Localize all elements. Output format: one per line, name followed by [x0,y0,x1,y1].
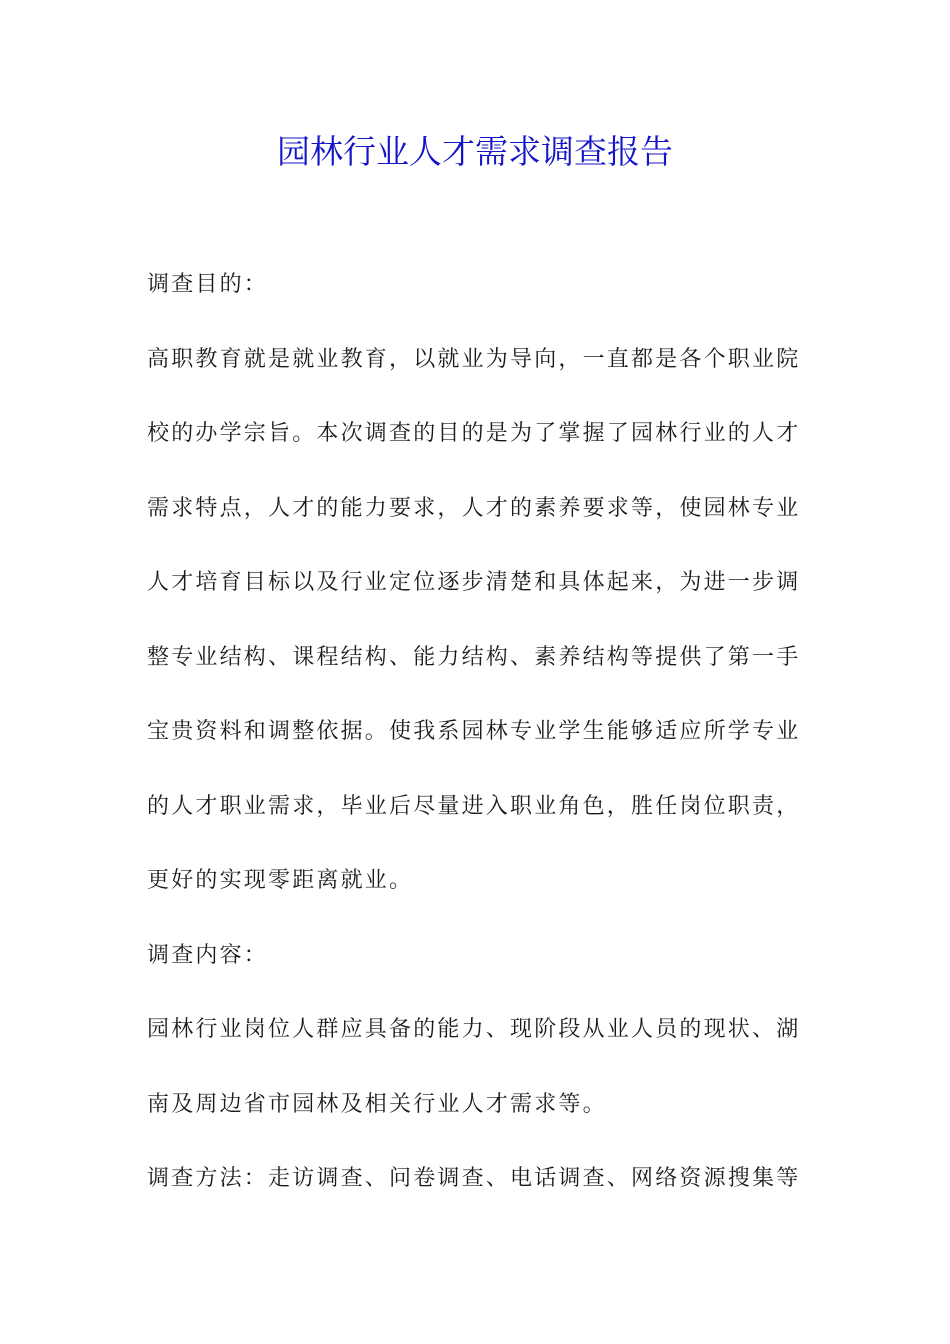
paragraph-line: 需求特点，人才的能力要求，人才的素养要求等，使园林专业 [147,495,801,521]
paragraph-line: 园林行业岗位人群应具备的能力、现阶段从业人员的现状、湖 [147,1017,801,1042]
paragraph-line: 整专业结构、课程结构、能力结构、素养结构等提供了第一手 [147,644,801,670]
paragraph-line: 宝贵资料和调整依据。使我系园林专业学生能够适应所学专业 [147,719,801,744]
paragraph-line: 高职教育就是就业教育，以就业为导向，一直都是各个职业院 [147,346,801,372]
paragraph-line: 南及周边省市园林及相关行业人才需求等。 [147,1091,607,1117]
paragraph-line: 校的办学宗旨。本次调查的目的是为了掌握了园林行业的人才 [147,421,801,446]
section-heading-purpose: 调查目的： [147,272,269,297]
document-body [147,265,807,1234]
document-title: 园林行业人才需求调查报告 [277,132,673,171]
section-heading-method: 调查方法：走访调查、问卷调查、电话调查、网络资源搜集等 [147,1166,801,1191]
section-heading-content: 调查内容： [147,942,269,968]
paragraph-line: 人才培育目标以及行业定位逐步清楚和具体起来，为进一步调 [147,570,801,595]
paragraph-line: 的人才职业需求，毕业后尽量进入职业角色，胜任岗位职责， [147,793,801,819]
paragraph-line: 更好的实现零距离就业。 [147,868,414,893]
